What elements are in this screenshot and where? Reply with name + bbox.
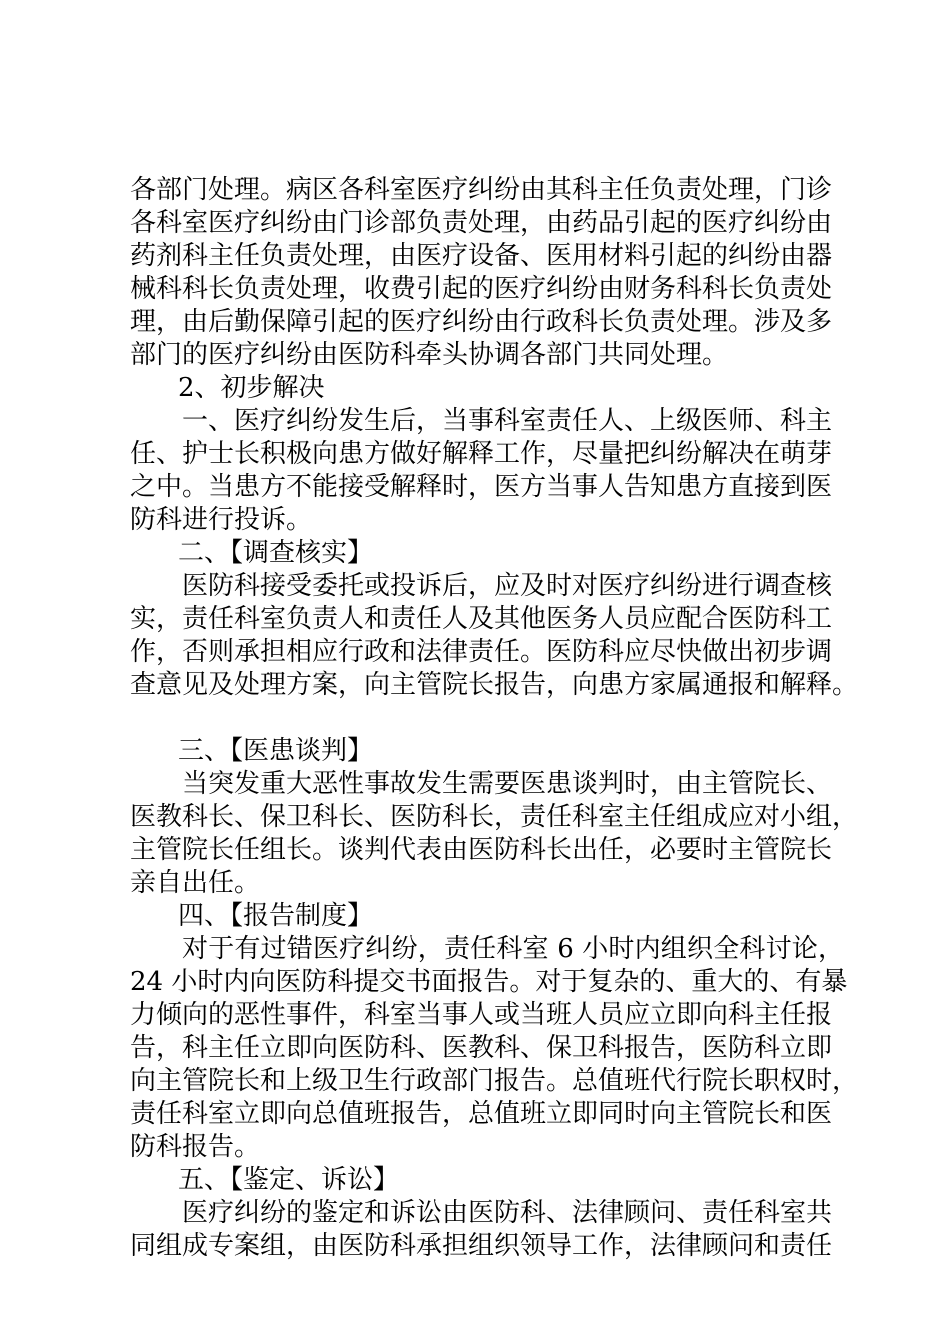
body-text-line: 当突发重大恶性事故发生需要医患谈判时，由主管院长、: [182, 769, 833, 799]
body-text-line: 药剂科主任负责处理，由医疗设备、医用材料引起的纠纷由器: [130, 241, 833, 271]
body-text-line: 查意见及处理方案，向主管院长报告，向患方家属通报和解释。: [130, 670, 859, 700]
body-text-line: 防科报告。: [130, 1132, 261, 1162]
body-text-line: 主管院长任组长。谈判代表由医防科长出任，必要时主管院长: [130, 835, 833, 865]
section-heading: 三、【医患谈判】: [178, 736, 374, 766]
body-text-line: 力倾向的恶性事件，科室当事人或当班人员应立即向科主任报: [130, 1000, 833, 1030]
body-text-line: 实，责任科室负责人和责任人及其他医务人员应配合医防科工: [130, 604, 833, 634]
body-text-line: 任、护士长积极向患方做好解释工作，尽量把纠纷解决在萌芽: [130, 439, 833, 469]
body-text-line: 对于有过错医疗纠纷，责任科室 6 小时内组织全科讨论，: [182, 934, 844, 964]
body-text-line: 24 小时内向医防科提交书面报告。对于复杂的、重大的、有暴: [130, 967, 848, 997]
body-text-line: 理，由后勤保障引起的医疗纠纷由行政科长负责处理。涉及多: [130, 307, 833, 337]
body-text-line: 防科进行投诉。: [130, 505, 313, 535]
section-heading: 四、【报告制度】: [178, 901, 374, 931]
body-text-line: 向主管院长和上级卫生行政部门报告。总值班代行院长职权时，: [130, 1066, 859, 1096]
section-heading: 2、初步解决: [178, 373, 325, 403]
body-text-line: 告，科主任立即向医防科、医教科、保卫科报告，医防科立即: [130, 1033, 833, 1063]
body-text-line: 同组成专案组，由医防科承担组织领导工作，法律顾问和责任: [130, 1231, 833, 1261]
body-text-line: 部门的医疗纠纷由医防科牵头协调各部门共同处理。: [130, 340, 729, 370]
body-text-line: 一、医疗纠纷发生后，当事科室责任人、上级医师、科主: [182, 406, 833, 436]
body-text-line: 亲自出任。: [130, 868, 261, 898]
body-text-line: 之中。当患方不能接受解释时，医方当事人告知患方直接到医: [130, 472, 833, 502]
body-text-line: 作，否则承担相应行政和法律责任。医防科应尽快做出初步调: [130, 637, 833, 667]
body-text-line: 各部门处理。病区各科室医疗纠纷由其科主任负责处理，门诊: [130, 175, 833, 205]
body-text-line: 械科科长负责处理，收费引起的医疗纠纷由财务科科长负责处: [130, 274, 833, 304]
section-heading: 五、【鉴定、诉讼】: [178, 1165, 400, 1195]
body-text-line: 医疗纠纷的鉴定和诉讼由医防科、法律顾问、责任科室共: [182, 1198, 833, 1228]
body-text-line: 医教科长、保卫科长、医防科长，责任科室主任组成应对小组，: [130, 802, 859, 832]
body-text-line: 各科室医疗纠纷由门诊部负责处理，由药品引起的医疗纠纷由: [130, 208, 833, 238]
body-text-line: 医防科接受委托或投诉后，应及时对医疗纠纷进行调查核: [182, 571, 833, 601]
body-text-line: 责任科室立即向总值班报告，总值班立即同时向主管院长和医: [130, 1099, 833, 1129]
section-heading: 二、【调查核实】: [178, 538, 374, 568]
